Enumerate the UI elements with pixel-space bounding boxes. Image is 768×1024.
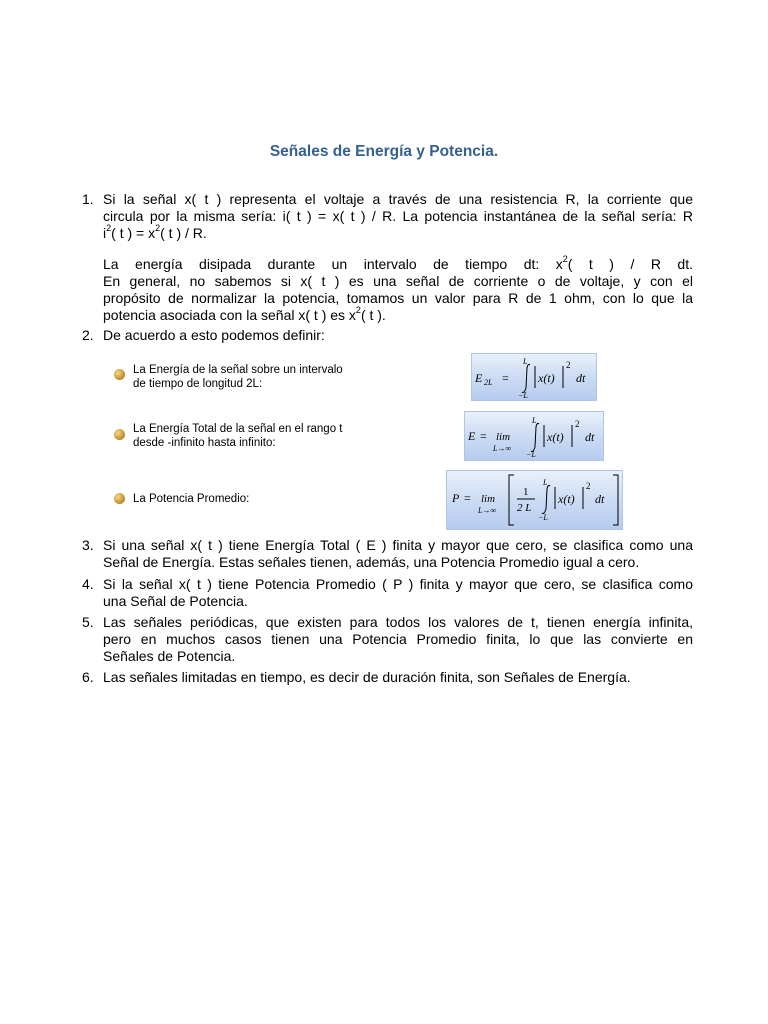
- page-title: Señales de Energía y Potencia.: [269, 143, 499, 160]
- formula-argument: x(t): [547, 430, 564, 444]
- item-1-line: [103, 307, 693, 324]
- text-fragment: La energía disipada durante un intervalo de tiempo dt: x: [103, 256, 563, 272]
- formula-subscript: 2L: [484, 378, 493, 387]
- superscript: 2: [106, 223, 112, 234]
- superscript: 2: [155, 223, 161, 234]
- integral-upper-limit: L: [543, 478, 548, 487]
- integral-upper-limit: L: [532, 416, 537, 425]
- text-fragment: ( t ) / R dt.: [567, 256, 693, 272]
- formula-energy-2l: [471, 353, 597, 401]
- text-fragment: ( t ).: [360, 307, 386, 323]
- fraction-denominator: 2 L: [517, 502, 532, 514]
- definition-line: de tiempo de longitud 2L:: [133, 378, 263, 390]
- definition-energy-2l: [133, 363, 383, 391]
- formula-equals: =: [464, 491, 471, 505]
- item-1-line: [103, 225, 693, 242]
- formula-lim-subscript: L→∞: [493, 444, 512, 453]
- bracket-right: [613, 475, 618, 525]
- item-number: 2.: [82, 327, 94, 343]
- item-number: 1.: [82, 191, 94, 207]
- integral-sign: [522, 364, 530, 392]
- item-4-line: una Señal de Potencia.: [103, 593, 248, 609]
- bullet-icon: [114, 493, 125, 504]
- item-number: 6.: [82, 669, 94, 685]
- text-fragment: i: [103, 225, 107, 241]
- item-6-paragraph: [103, 669, 693, 686]
- formula-total-energy: [464, 411, 604, 461]
- formula-dt: dt: [576, 371, 586, 385]
- integral-lower-limit: −L: [518, 391, 528, 400]
- formula-lim: lim: [481, 493, 496, 505]
- superscript: 2: [562, 254, 568, 265]
- item-1-line: propósito de normalizar la potencia, tomamos un valor para R de 1 ohm, con lo que la: [103, 290, 693, 306]
- definition-line: desde -infinito hasta infinito:: [133, 437, 276, 449]
- item-5-line: pero en muchos casos tienen una Potencia Promedio finita, lo que las convierte en: [103, 631, 693, 647]
- integral-lower-limit: −L: [526, 450, 536, 459]
- fraction-numerator: 1: [523, 486, 529, 498]
- item-1-paragraph: [103, 191, 693, 242]
- integral-lower-limit: −L: [538, 513, 548, 522]
- integral-sign: [542, 485, 550, 513]
- item-5-line: Las señales periódicas, que existen para todos los valores de t, tienen energía infinita,: [103, 614, 693, 630]
- bullet-icon: [114, 369, 125, 380]
- item-1-line: En general, no sabemos si x( t ) es una señal de corriente o de voltaje, y con el: [103, 273, 693, 289]
- formula-lhs: P: [452, 491, 460, 505]
- formula-dt: dt: [595, 492, 605, 506]
- bracket-left: [509, 475, 514, 525]
- item-5-line: Señales de Potencia.: [103, 648, 236, 664]
- item-1-line: circula por la misma sería: i( t ) = x( t ) / R. La potencia instantánea de la señal sería: R: [103, 208, 693, 224]
- formula-dt: dt: [585, 430, 595, 444]
- formula-power: 2: [566, 360, 571, 370]
- formula-equals: =: [480, 429, 487, 443]
- definition-line: La Energía de la señal sobre un intervalo: [133, 364, 343, 376]
- definition-line: La Energía Total de la señal en el rango t: [133, 423, 343, 435]
- formula-power: 2: [586, 481, 591, 491]
- formula-lhs: E: [475, 371, 483, 385]
- formula-argument: x(t): [538, 371, 555, 385]
- text-fragment: ( t ) = x: [111, 225, 156, 241]
- definition-line: La Potencia Promedio:: [133, 493, 250, 505]
- text-fragment: ( t ) / R.: [160, 225, 207, 241]
- definition-average-power: [133, 492, 383, 506]
- item-4-line: Si la señal x( t ) tiene Potencia Promedio ( P ) finita y mayor que cero, se clasifica como: [103, 576, 693, 592]
- item-2-line: De acuerdo a esto podemos definir:: [103, 327, 325, 343]
- item-1-line: Si la señal x( t ) representa el voltaje a través de una resistencia R, la corriente que: [103, 191, 693, 207]
- formula-power: 2: [575, 419, 580, 429]
- integral-upper-limit: L: [523, 357, 528, 366]
- item-6-line: Las señales limitadas en tiempo, es decir de duración finita, son Señales de Energía.: [103, 669, 631, 685]
- formula-average-power: [446, 470, 623, 530]
- definition-total-energy: [133, 422, 383, 450]
- item-1-line: [103, 256, 693, 273]
- item-3-line: Si una señal x( t ) tiene Energía Total ( E ) finita y mayor que cero, se clasifica como una: [103, 537, 693, 553]
- item-number: 5.: [82, 614, 94, 630]
- item-4-paragraph: [103, 576, 693, 610]
- item-3-paragraph: [103, 537, 693, 571]
- formula-argument: x(t): [558, 492, 575, 506]
- formula-lim-subscript: L→∞: [478, 506, 497, 515]
- formula-lim: lim: [496, 431, 511, 443]
- bullet-icon: [114, 429, 125, 440]
- superscript: 2: [355, 305, 361, 316]
- formula-equals: =: [502, 371, 509, 385]
- item-3-line: Señal de Energía. Estas señales tienen, además, una Potencia Promedio igual a cero.: [103, 554, 640, 570]
- item-number: 4.: [82, 576, 94, 592]
- text-fragment: potencia asociada con la señal x( t ) es x: [103, 307, 356, 323]
- item-2-paragraph: [103, 327, 693, 344]
- formula-lhs: E: [468, 429, 476, 443]
- integral-sign: [531, 423, 539, 451]
- item-1-energy-paragraph: [103, 256, 693, 324]
- item-number: 3.: [82, 537, 94, 553]
- item-5-paragraph: [103, 614, 693, 665]
